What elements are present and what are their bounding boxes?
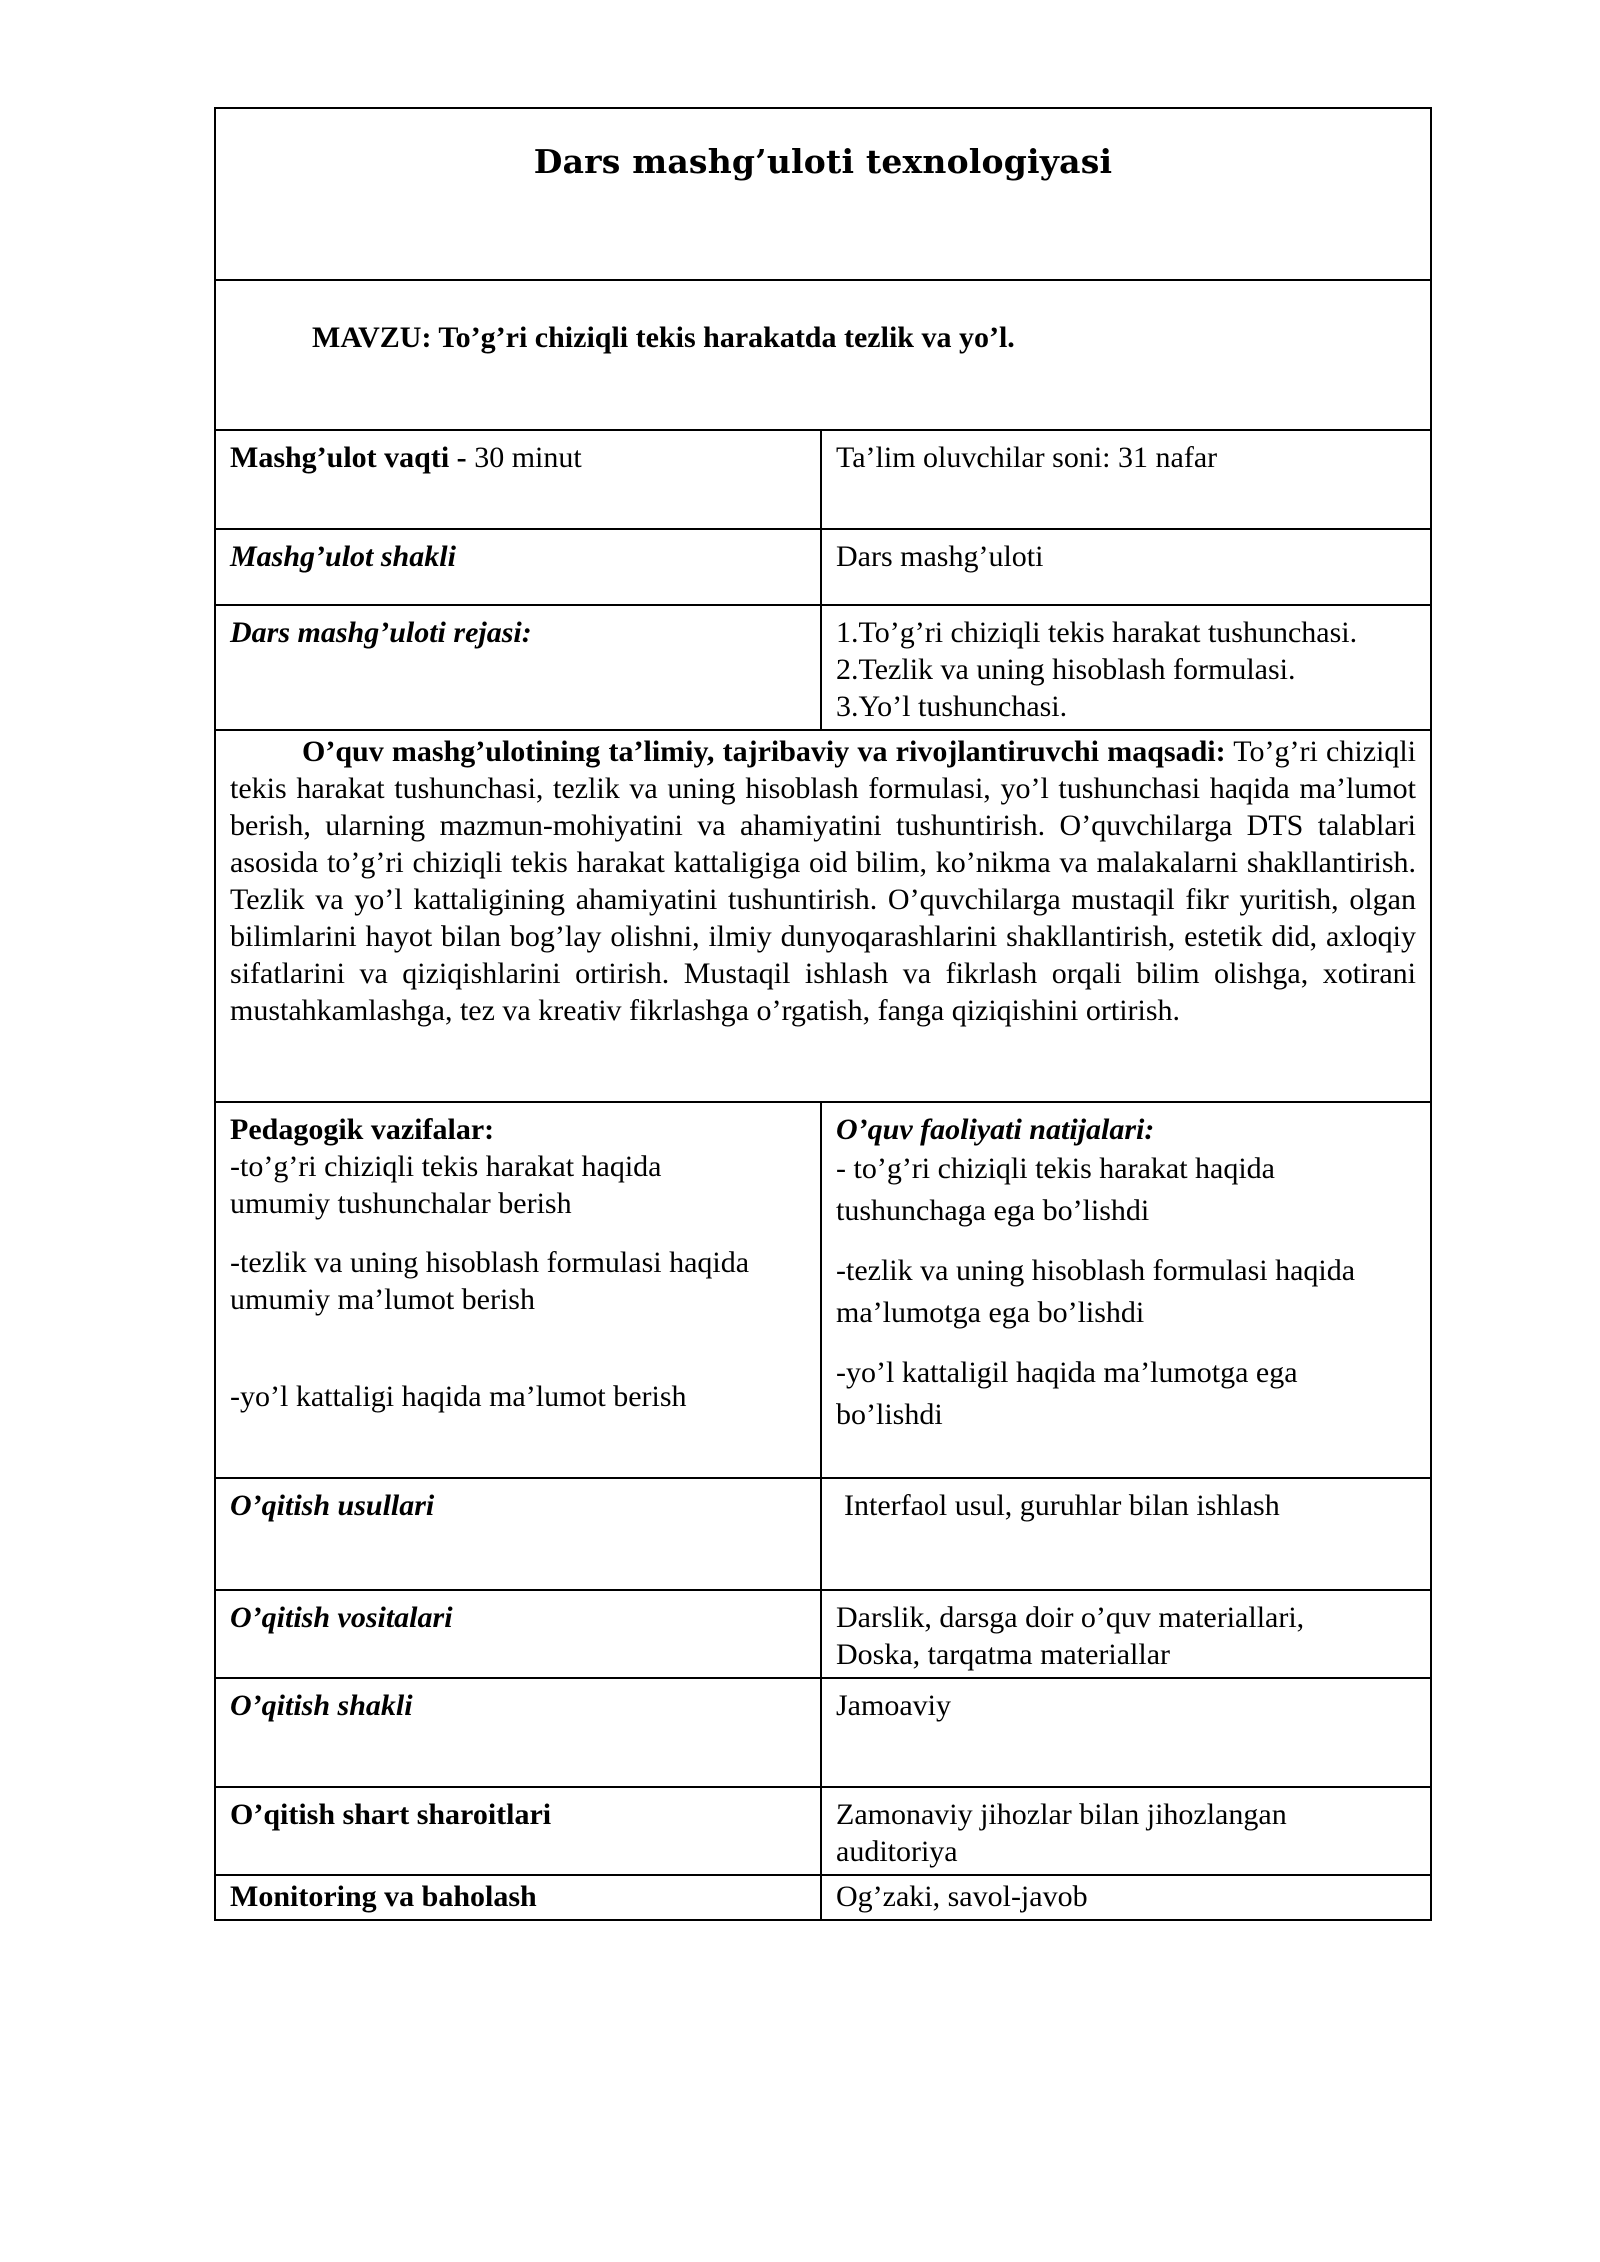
duration-value: 30 minut xyxy=(466,441,582,474)
tools-line: Doska, tarqatma materiallar xyxy=(836,1638,1171,1671)
task-line: -tezlik va uning hisoblash formulasi haqida xyxy=(230,1246,750,1279)
tasks-row xyxy=(215,1102,1431,1478)
monitoring-label: Monitoring va baholash xyxy=(215,1875,821,1920)
tools-row xyxy=(215,1590,1431,1678)
result-line: bo’lishdi xyxy=(836,1398,943,1431)
methods-label: O’qitish usullari xyxy=(215,1478,821,1590)
monitoring-row xyxy=(215,1875,1431,1920)
conditions-line: Zamonaviy jihozlar bilan jihozlangan xyxy=(836,1798,1287,1831)
pedagogical-tasks-heading: Pedagogik vazifalar: xyxy=(230,1113,495,1146)
students-count: Ta’lim oluvchilar soni: 31 nafar xyxy=(821,430,1431,529)
tools-label: O’qitish vositalari xyxy=(215,1590,821,1678)
plan-items xyxy=(821,605,1431,730)
conditions-row xyxy=(215,1787,1431,1875)
learning-results-heading: O’quv faoliyati natijalari: xyxy=(836,1113,1155,1146)
lesson-topic: MAVZU: To’g’ri chiziqli tekis harakatda tezlik va yo’l. xyxy=(215,280,1431,430)
duration-label: Mashg’ulot vaqti - xyxy=(230,441,467,474)
pedagogical-tasks xyxy=(215,1102,821,1478)
result-line: - to’g’ri chiziqli tekis harakat haqida xyxy=(836,1152,1275,1185)
document-title: Dars mashg’uloti texnologiyasi xyxy=(215,108,1431,280)
task-line: -to’g’ri chiziqli tekis harakat haqida xyxy=(230,1150,662,1183)
topic-row xyxy=(215,280,1431,430)
duration-row xyxy=(215,430,1431,529)
task-line: umumiy ma’lumot berish xyxy=(230,1283,535,1316)
plan-row xyxy=(215,605,1431,730)
tools-line: Darslik, darsga doir o’quv materiallari, xyxy=(836,1601,1305,1634)
plan-item: 1.To’g’ri chiziqli tekis harakat tushunchasi. xyxy=(836,616,1358,649)
plan-item: 2.Tezlik va uning hisoblash formulasi. xyxy=(836,653,1296,686)
form-row xyxy=(215,529,1431,605)
task-line: umumiy tushunchalar berish xyxy=(230,1187,572,1220)
plan-label: Dars mashg’uloti rejasi: xyxy=(215,605,821,730)
teaching-form-value: Jamoaviy xyxy=(821,1678,1431,1787)
conditions-line: auditoriya xyxy=(836,1835,958,1868)
form-label: Mashg’ulot shakli xyxy=(215,529,821,605)
plan-item: 3.Yo’l tushunchasi. xyxy=(836,690,1068,723)
duration-cell xyxy=(215,430,821,529)
result-line: -tezlik va uning hisoblash formulasi haqida xyxy=(836,1254,1356,1287)
learning-results xyxy=(821,1102,1431,1478)
title-row xyxy=(215,108,1431,280)
form-value: Dars mashg’uloti xyxy=(821,529,1431,605)
result-line: ma’lumotga ega bo’lishdi xyxy=(836,1296,1145,1329)
result-line: tushunchaga ega bo’lishdi xyxy=(836,1194,1150,1227)
conditions-value xyxy=(821,1787,1431,1875)
monitoring-value: Og’zaki, savol-javob xyxy=(821,1875,1431,1920)
goal-cell xyxy=(215,730,1431,1102)
conditions-label: O’qitish shart sharoitlari xyxy=(215,1787,821,1875)
teaching-form-row xyxy=(215,1678,1431,1787)
goal-row xyxy=(215,730,1431,1102)
lesson-plan-table xyxy=(214,107,1432,1921)
teaching-form-label: O’qitish shakli xyxy=(215,1678,821,1787)
goal-heading: O’quv mashg’ulotining ta’limiy, tajribaviy va rivojlantiruvchi maqsadi: xyxy=(302,735,1226,768)
goal-text: To’g’ri chiziqli tekis harakat tushunchasi, tezlik va uning hisoblash formulasi, yo’l tushunchasi haqida ma’lumot berish, ularning mazmun-mohiyatini va ahamiyatini tushuntirish. O’quvchilarga DTS talablari asosida to’g’ri chiziqli tekis harakat kattaligiga oid bilim, ko’nikma va malakalarni shakllantirish. Tezlik va yo’l kattaligining ahamiyatini tushuntirish. O’quvchilarga mustaqil fikr yuritish, olgan bilimlarini hayot bilan bog’lay olishni, ilmiy dunyoqarashlarini shakllantirish, estetik did, axloqiy sifatlarini va qiziqishlarini ortirish. Mustaqil ishlash va fikrlash orqali bilim olishga, xotirani mustahkamlashga, tez va kreativ fikrlashga o’rgatish, fanga qiziqishini ortirish. xyxy=(230,735,1417,1027)
tools-value xyxy=(821,1590,1431,1678)
methods-value: Interfaol usul, guruhlar bilan ishlash xyxy=(821,1478,1431,1590)
result-line: -yo’l kattaligil haqida ma’lumotga ega xyxy=(836,1356,1298,1389)
methods-row xyxy=(215,1478,1431,1590)
task-line: -yo’l kattaligi haqida ma’lumot berish xyxy=(230,1380,687,1413)
